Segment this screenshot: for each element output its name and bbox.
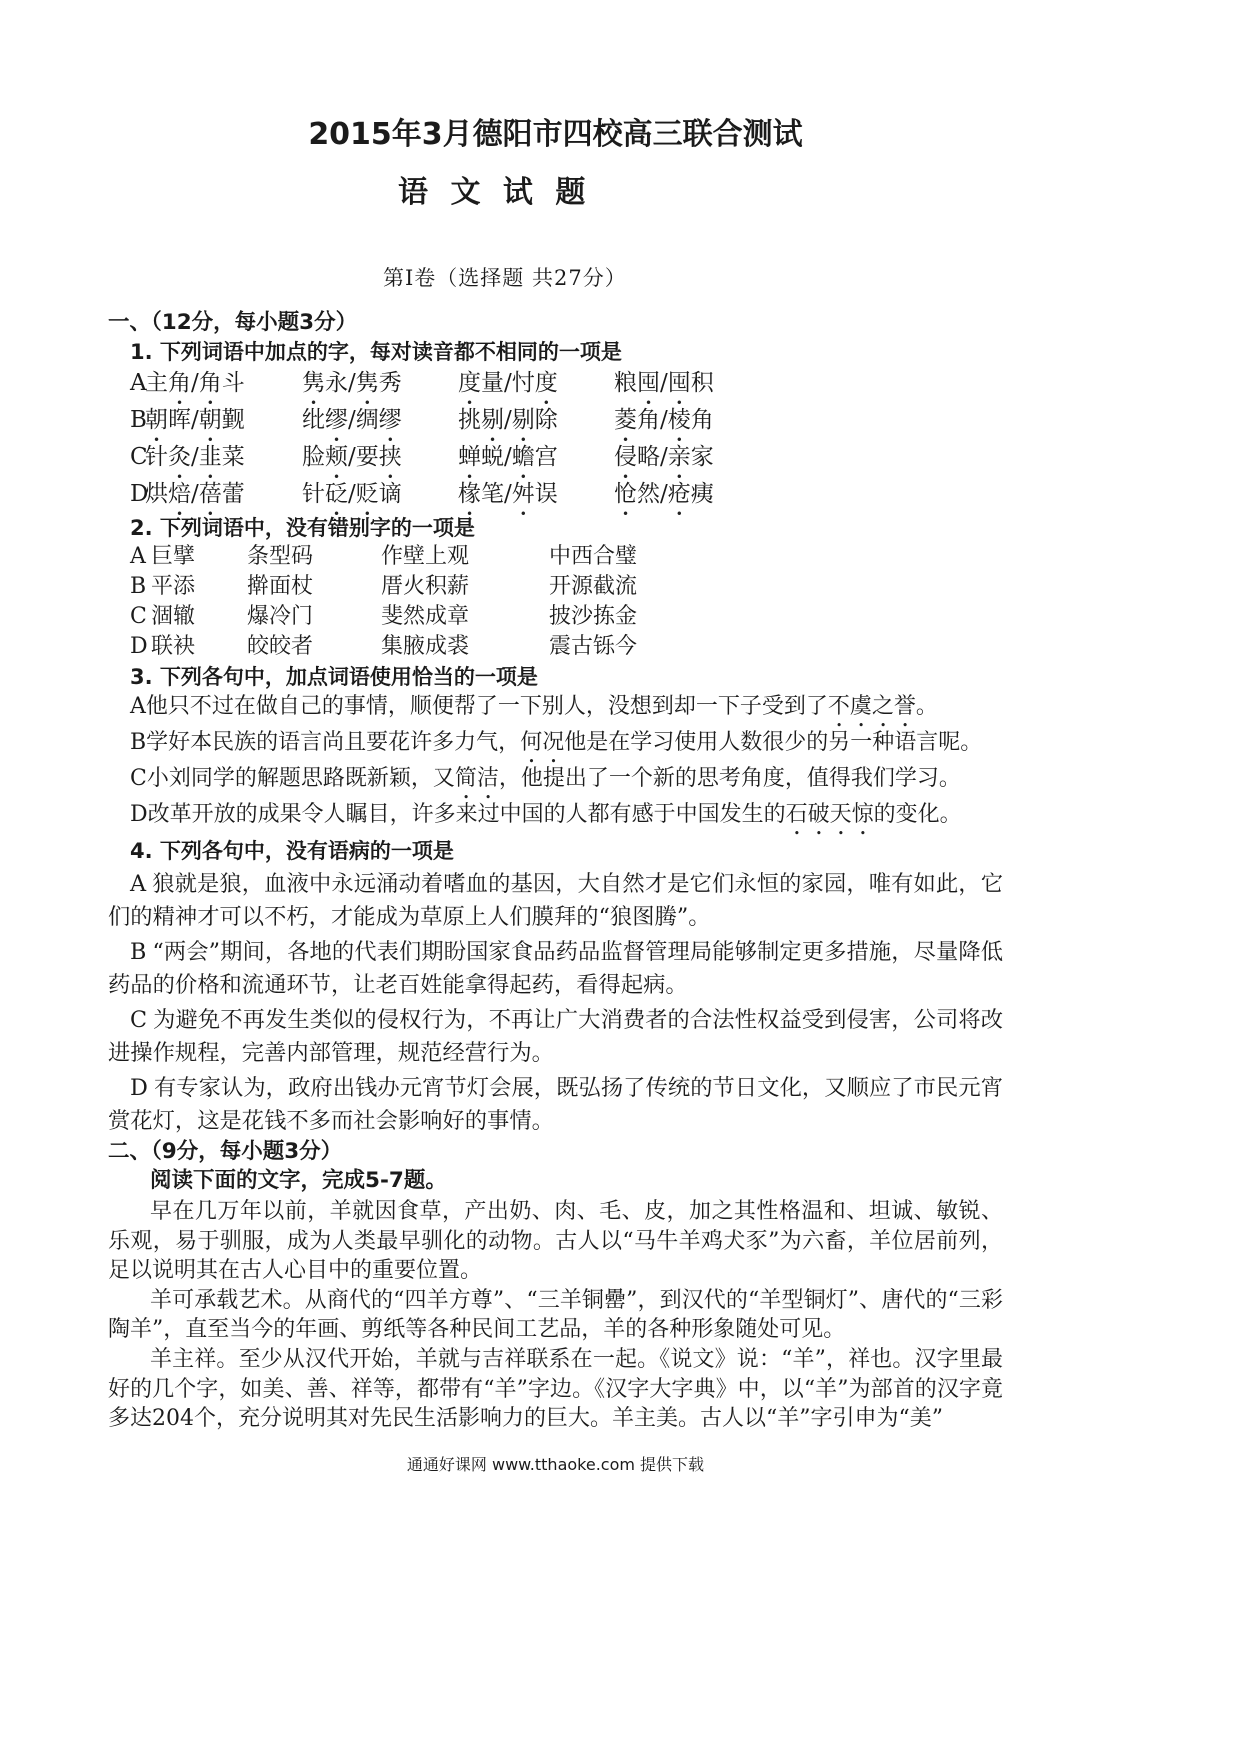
- dotted-text: 韭: [198, 444, 222, 470]
- text-run: 脸: [302, 444, 325, 470]
- passage-paragraph: 羊主祥。至少从汉代开始，羊就与吉祥联系在一起。《说文》说：“羊”，祥也。汉字里最好的几个字，如美、善、祥等，都带有“羊”字边。《汉字大字典》中，以“羊”为部首的汉字竟多达204个，充分说明其对先民生活影响力的巨大。羊主美。古人以“羊”字引申为“美”: [108, 1346, 1003, 1432]
- dotted-text: 疮: [667, 481, 691, 507]
- text-run: 除: [534, 407, 558, 433]
- option-word: 震古铄今: [549, 634, 638, 659]
- option-label: C: [130, 766, 147, 791]
- text-run: /: [660, 370, 668, 396]
- option-label: D: [130, 1075, 148, 1101]
- dotted-text: 蓓: [198, 481, 222, 507]
- text-run: 针: [302, 481, 325, 507]
- question-stem: 1. 下列词语中加点的字，每对读音都不相同的一项是: [130, 340, 622, 364]
- question-stem: 4. 下列各句中，没有语病的一项是: [130, 839, 454, 863]
- dotted-text: 挟: [378, 444, 402, 470]
- dotted-text: 隽: [302, 370, 325, 396]
- option-row-b: [130, 402, 714, 439]
- option-label: D: [130, 802, 148, 827]
- option-label: C: [130, 604, 147, 629]
- passage-paragraph: 羊可承载艺术。从商代的“四羊方尊”、“三羊铜罍”，到汉代的“羊型铜灯”、唐代的“三彩陶羊”，直至当今的年画、剪纸等各种民间工艺品，羊的各种形象随处可见。: [108, 1287, 1003, 1343]
- reading-instruction: 阅读下面的文字，完成5-7题。: [150, 1168, 447, 1193]
- text-run: 永/: [325, 370, 356, 396]
- option-row-b: [130, 572, 637, 602]
- dotted-text: 何况: [520, 730, 565, 755]
- option-a: [130, 689, 1003, 725]
- text-run: 挑: [458, 407, 481, 433]
- text-run: /要: [348, 444, 379, 470]
- text-run: 针: [145, 444, 168, 470]
- dotted-text: 隽: [355, 370, 379, 396]
- text-run: 觐: [221, 407, 245, 433]
- dotted-text: 椽: [458, 481, 481, 507]
- dotted-text: 不虞之誉: [827, 694, 916, 719]
- dotted-text: 剔: [511, 407, 535, 433]
- option-row-d: [130, 632, 637, 662]
- section-heading: 一、（12分，每小题3分）: [108, 310, 358, 335]
- word-pair: [458, 365, 614, 402]
- option-word: 集腋成裘: [381, 634, 470, 659]
- text-run: 蕾: [221, 481, 245, 507]
- q3-options: [130, 689, 1003, 833]
- text-run: 家: [690, 444, 714, 470]
- option-text: [147, 766, 961, 791]
- option-row-d: [130, 476, 714, 513]
- dotted-text: 灸: [168, 444, 191, 470]
- dotted-text: 朝: [145, 407, 168, 433]
- option-a: [108, 868, 1003, 933]
- option-label: D: [130, 634, 148, 659]
- text-run: /绸: [348, 407, 379, 433]
- text-run: 斗: [221, 370, 245, 396]
- word-pair: [458, 402, 614, 439]
- option-label: B: [130, 730, 147, 755]
- dotted-text: 棱: [667, 407, 691, 433]
- text-run: 菜: [221, 444, 245, 470]
- dotted-text: 朝: [198, 407, 222, 433]
- text-run: 他是在学习使用人数很少的另一种语言呢。: [564, 730, 983, 755]
- question-stem: 2. 下列词语中，没有错别字的一项是: [130, 516, 475, 540]
- option-word: 开源截流: [549, 574, 638, 599]
- option-word: 爆冷门: [247, 604, 314, 629]
- option-text: 有专家认为，政府出钱办元宵节灯会展，既弘扬了传统的节日文化，又顺应了市民元宵赏花灯，这是花钱不多而社会影响好的事情。: [108, 1075, 1003, 1134]
- dotted-text: 蟾: [511, 444, 535, 470]
- option-label: A: [130, 694, 146, 719]
- subject-title: 语 文 试 题: [398, 175, 592, 210]
- text-run: 误: [534, 481, 558, 507]
- dotted-text: 角: [198, 370, 222, 396]
- option-label: C: [130, 444, 148, 470]
- word-pair: [302, 439, 458, 476]
- dotted-text: 度: [534, 370, 558, 396]
- option-row-c: [130, 439, 714, 476]
- dotted-text: 缪: [325, 407, 348, 433]
- option-word: 联袂: [151, 634, 196, 659]
- word-pair: [302, 402, 458, 439]
- dotted-text: 怆: [614, 481, 637, 507]
- option-word: 条型码: [247, 544, 314, 569]
- text-run: 角: [690, 407, 714, 433]
- word-pair: [302, 476, 458, 513]
- text-run: 宫: [534, 444, 558, 470]
- text-run: 秀: [378, 370, 402, 396]
- exam-title: 2015年3月德阳市四校高三联合测试: [308, 117, 803, 152]
- word-pair: [614, 476, 714, 513]
- option-label: B: [130, 407, 147, 433]
- dotted-text: 简洁: [454, 766, 499, 791]
- dotted-text: 囤: [667, 370, 691, 396]
- text-run: 烘: [145, 481, 168, 507]
- option-b: [130, 725, 1003, 761]
- text-run: 晖/: [168, 407, 199, 433]
- text-run: 谪: [378, 481, 402, 507]
- dotted-text: 缪: [378, 407, 402, 433]
- dotted-text: 囤: [637, 370, 660, 396]
- option-word: 厝火积薪: [381, 574, 470, 599]
- text-run: 纰: [302, 407, 325, 433]
- text-run: 笔/: [481, 481, 512, 507]
- text-run: 粮: [614, 370, 637, 396]
- text-run: 。: [915, 694, 938, 719]
- option-label: D: [130, 481, 149, 507]
- option-c: [130, 761, 1003, 797]
- section-heading: 二、（9分，每小题3分）: [108, 1139, 343, 1164]
- text-run: 他只不过在做自己的事情，顺便帮了一下别人，没想到却一下子受到了: [145, 694, 828, 719]
- option-word: 披沙拣金: [549, 604, 638, 629]
- option-word: 擀面杖: [247, 574, 314, 599]
- volume-heading: 第Ⅰ卷（选择题 共27分）: [383, 266, 627, 290]
- text-run: 小刘同学的解题思路既新颖，又: [146, 766, 455, 791]
- dotted-text: 侵: [614, 444, 637, 470]
- passage-paragraph: 早在几万年以前，羊就因食草，产出奶、肉、毛、皮，加之其性格温和、坦诚、敏锐、乐观，易于驯服，成为人类最早驯化的动物。古人以“马牛羊鸡犬豕”为六畜，羊位居前列，足以说明其在古人心目中的重要位置。: [108, 1199, 1003, 1284]
- option-text: “两会”期间，各地的代表们期盼国家食品药品监督管理局能够制定更多措施，尽量降低药品的价格和流通环节，让老百姓能拿得起药，看得起病。: [108, 939, 1003, 998]
- option-word: 皎皎者: [247, 634, 314, 659]
- word-pair: [145, 365, 302, 402]
- text-run: /: [191, 370, 199, 396]
- option-word: 巨擘: [151, 544, 196, 569]
- dotted-text: 角: [168, 370, 191, 396]
- q2-options: [130, 542, 637, 662]
- word-pair: [614, 402, 714, 439]
- option-d: [108, 1072, 1003, 1137]
- word-pair: [614, 439, 714, 476]
- dotted-text: 蝉: [458, 444, 481, 470]
- option-row-a: [130, 365, 714, 402]
- dotted-text: 舛: [511, 481, 535, 507]
- question-stem: 3. 下列各句中，加点词语使用恰当的一项是: [130, 665, 538, 689]
- option-row-a: [130, 542, 637, 572]
- dotted-text: 贬: [355, 481, 379, 507]
- word-pair: [145, 439, 302, 476]
- word-pair: [458, 439, 614, 476]
- dotted-text: 菱: [614, 407, 637, 433]
- option-label: B: [130, 574, 147, 599]
- word-pair: [302, 365, 458, 402]
- text-run: 主: [145, 370, 168, 396]
- dotted-text: 亲: [667, 444, 691, 470]
- dotted-text: 石破天惊: [785, 802, 874, 827]
- option-label: A: [130, 370, 147, 396]
- option-d: [130, 797, 1003, 833]
- text-run: /: [191, 481, 199, 507]
- text-run: 痍: [690, 481, 714, 507]
- option-text: 为避免不再发生类似的侵权行为，不再让广大消费者的合法性权益受到侵害，公司将改进操作规程，完善内部管理，规范经营行为。: [108, 1007, 1003, 1066]
- text-run: /: [191, 444, 199, 470]
- option-word: 涸辙: [151, 604, 196, 629]
- dotted-text: 砭: [325, 481, 348, 507]
- dotted-text: 颊: [325, 444, 348, 470]
- text-run: 蜕/: [481, 444, 512, 470]
- text-run: 积: [690, 370, 714, 396]
- option-text: 狼就是狼，血液中永远涌动着嗜血的基因，大自然才是它们永恒的家园，唯有如此，它们的精神才可以不朽，才能成为草原上人们膜拜的“狼图腾”。: [108, 871, 1003, 930]
- text-run: 改革开放的成果令人瞩目，许多来过中国的人都有感于中国发生的: [147, 802, 786, 827]
- option-word: 中西合璧: [549, 544, 638, 569]
- page-footer: 通通好课网 www.tthaoke.com 提供下载: [406, 1455, 705, 1474]
- text-run: 的变化。: [873, 802, 962, 827]
- dotted-text: 剔: [481, 407, 504, 433]
- word-pair: [614, 365, 714, 402]
- text-run: 略/: [637, 444, 668, 470]
- word-pair: [458, 476, 614, 513]
- option-label: C: [130, 1007, 148, 1033]
- q4-options: [108, 868, 1003, 1140]
- text-run: 角/: [637, 407, 668, 433]
- option-word: 斐然成章: [381, 604, 470, 629]
- text-run: 然/: [637, 481, 668, 507]
- text-run: 量/忖: [481, 370, 535, 396]
- option-text: [148, 802, 962, 827]
- text-run: 学好本民族的语言尚且要花许多力气，: [146, 730, 521, 755]
- text-run: /: [504, 407, 512, 433]
- word-pair: [145, 402, 302, 439]
- word-pair: [145, 476, 302, 513]
- option-label: A: [130, 544, 146, 569]
- dotted-text: 焙: [168, 481, 191, 507]
- option-label: A: [130, 871, 147, 897]
- text-run: ，他提出了一个新的思考角度，值得我们学习。: [498, 766, 961, 791]
- option-text: [146, 694, 938, 719]
- option-row-c: [130, 602, 637, 632]
- option-c: [108, 1004, 1003, 1069]
- q1-options: [130, 365, 714, 513]
- option-word: 平添: [151, 574, 196, 599]
- text-run: /: [348, 481, 356, 507]
- dotted-text: 度: [458, 370, 481, 396]
- option-b: [108, 936, 1003, 1001]
- option-label: B: [130, 939, 147, 965]
- option-word: 作壁上观: [381, 544, 470, 569]
- reading-passage: [108, 1197, 1003, 1434]
- option-text: [146, 730, 982, 755]
